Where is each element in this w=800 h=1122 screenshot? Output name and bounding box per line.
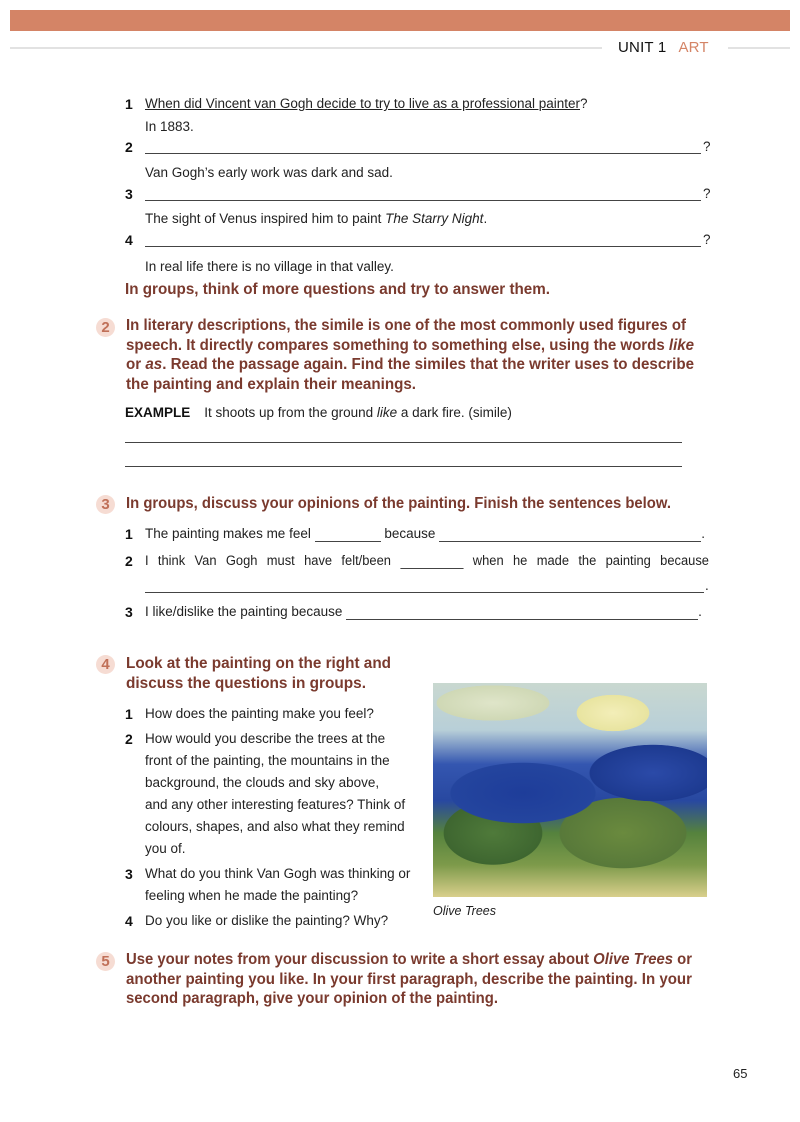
instruction-line: discuss the questions in groups. bbox=[126, 674, 367, 692]
question-line: front of the painting, the mountains in the bbox=[145, 753, 390, 768]
divider bbox=[728, 47, 790, 49]
question-number: 4 bbox=[96, 655, 115, 674]
item-number: 1 bbox=[125, 526, 133, 542]
question-line: and any other interesting features? Think of bbox=[145, 797, 406, 812]
question-number: 2 bbox=[96, 318, 115, 337]
instruction-line: the painting and explain their meanings. bbox=[126, 375, 417, 393]
question-number: 3 bbox=[96, 495, 115, 514]
instruction: In groups, think of more questions and try to answer them. bbox=[125, 281, 551, 298]
olive-trees-painting bbox=[433, 683, 707, 897]
item-number: 4 bbox=[125, 913, 133, 929]
list-item bbox=[125, 728, 425, 860]
instruction-line: or as. Read the passage again. Find the similes that the writer uses to describe bbox=[126, 356, 695, 373]
sentence: I think Van Gogh must have felt/been when he made the painting because bbox=[145, 553, 710, 568]
question-mark: ? bbox=[703, 186, 711, 201]
question-mark: ? bbox=[703, 232, 711, 247]
sentence: The painting makes me feel because . bbox=[145, 526, 705, 541]
answer-blank[interactable] bbox=[439, 526, 701, 542]
item-number: 3 bbox=[125, 866, 133, 882]
answer-blank[interactable] bbox=[145, 592, 704, 593]
example: EXAMPLE It shoots up from the ground like a dark fire. (simile) bbox=[125, 405, 512, 420]
header-bar bbox=[10, 10, 790, 31]
divider bbox=[10, 47, 602, 49]
question-line: feeling when he made the painting? bbox=[145, 888, 359, 903]
item-number: 3 bbox=[125, 186, 133, 202]
question-line: What do you think Van Gogh was thinking or bbox=[145, 866, 411, 881]
question-text: When did Vincent van Gogh decide to try to live as a professional painter? bbox=[145, 96, 588, 111]
answer-blank[interactable] bbox=[145, 153, 701, 154]
painting-caption: Olive Trees bbox=[433, 904, 496, 918]
question-line: How does the painting make you feel? bbox=[145, 706, 374, 721]
answer-text: Van Gogh’s early work was dark and sad. bbox=[145, 165, 393, 180]
unit-label: UNIT 1 ART bbox=[618, 39, 709, 56]
subject-label: ART bbox=[678, 39, 709, 56]
instruction-line: another painting you like. In your first paragraph, describe the painting. In your bbox=[126, 970, 693, 988]
answer-blank[interactable] bbox=[125, 442, 682, 443]
answer-text: In 1883. bbox=[145, 119, 194, 134]
item-number: 1 bbox=[125, 706, 133, 722]
question-line: How would you describe the trees at the bbox=[145, 731, 386, 746]
question-line: colours, shapes, and also what they remind bbox=[145, 819, 405, 834]
period: . bbox=[705, 578, 709, 593]
answer-blank[interactable] bbox=[125, 466, 682, 467]
instruction-line: Look at the painting on the right and bbox=[126, 655, 392, 672]
item-number: 1 bbox=[125, 96, 133, 112]
answer-blank[interactable] bbox=[315, 526, 381, 542]
item-number: 2 bbox=[125, 553, 133, 569]
question-number: 5 bbox=[96, 952, 115, 971]
question-line: you of. bbox=[145, 841, 186, 856]
item-number: 3 bbox=[125, 604, 133, 620]
question-line: Do you like or dislike the painting? Why? bbox=[145, 913, 389, 928]
sentence: I like/dislike the painting because . bbox=[145, 604, 702, 619]
instruction-line: Use your notes from your discussion to write a short essay about Olive Trees or bbox=[126, 951, 693, 968]
instruction-line: In literary descriptions, the simile is one of the most commonly used figures of bbox=[126, 317, 687, 334]
instruction-line: speech. It directly compares something to something else, using the words like bbox=[126, 336, 695, 354]
list-item bbox=[125, 863, 425, 907]
list-item bbox=[125, 703, 425, 725]
answer-text: The sight of Venus inspired him to paint The Starry Night. bbox=[145, 211, 488, 226]
list-item bbox=[125, 910, 425, 932]
answer-text: In real life there is no village in that valley. bbox=[145, 259, 394, 274]
item-number: 4 bbox=[125, 232, 133, 248]
question-mark: ? bbox=[703, 139, 711, 154]
instruction-line: second paragraph, give your opinion of the painting. bbox=[126, 990, 498, 1007]
instruction bbox=[126, 316, 726, 394]
question-line: background, the clouds and sky above, bbox=[145, 775, 380, 790]
answer-blank[interactable] bbox=[145, 246, 701, 247]
item-number: 2 bbox=[125, 731, 133, 747]
page-number: 65 bbox=[733, 1066, 748, 1081]
item-number: 2 bbox=[125, 139, 133, 155]
instruction bbox=[126, 654, 395, 693]
answer-blank[interactable] bbox=[400, 553, 463, 569]
question-list bbox=[125, 703, 425, 935]
instruction: In groups, discuss your opinions of the painting. Finish the sentences below. bbox=[126, 495, 672, 512]
answer-blank[interactable] bbox=[346, 604, 698, 620]
answer-blank[interactable] bbox=[145, 200, 701, 201]
instruction bbox=[126, 950, 726, 1009]
